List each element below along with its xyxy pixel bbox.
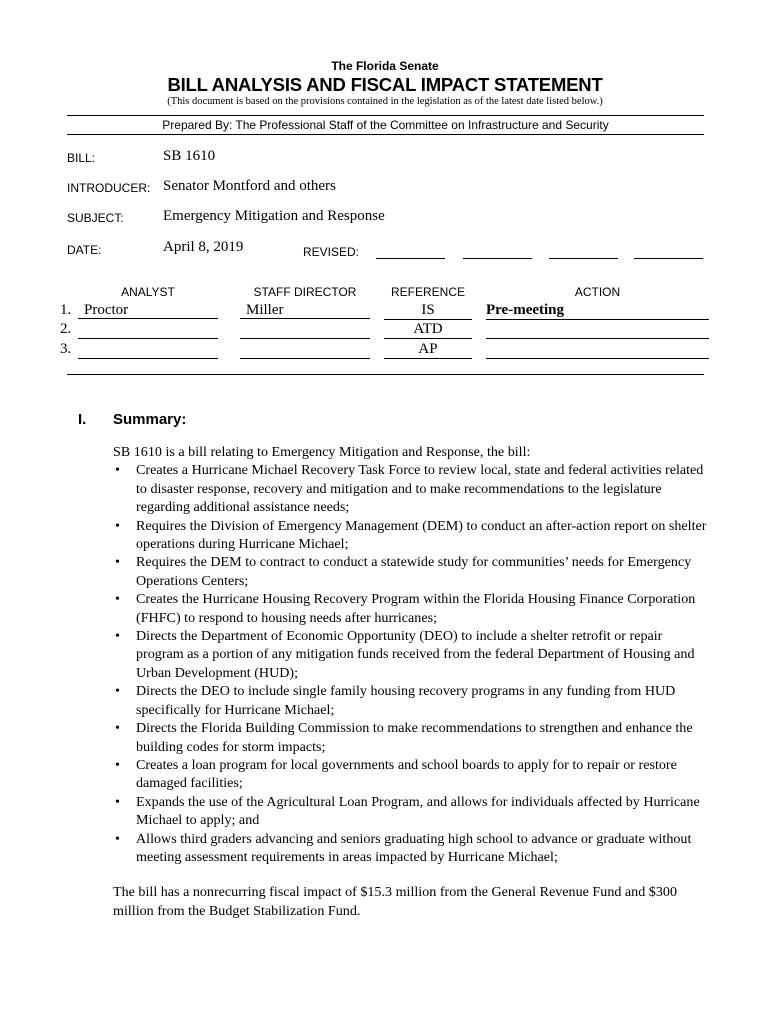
col-action: ACTION	[574, 285, 621, 299]
bullet-icon: •	[115, 756, 120, 773]
reference-cell: IS	[384, 302, 472, 320]
director-cell	[240, 341, 370, 359]
row-number: 1.	[60, 302, 72, 318]
summary-bullet	[113, 682, 713, 719]
summary-bullet-text: Requires the Division of Emergency Management (DEM) to conduct an after-action report on shelter operations during Hurricane Michael;	[136, 517, 707, 553]
director-cell	[240, 321, 370, 339]
bullet-icon: •	[115, 517, 120, 534]
summary-bullet	[113, 793, 713, 830]
summary-bullet	[113, 627, 713, 682]
divider-table	[67, 374, 704, 375]
summary-bullet	[113, 830, 713, 867]
bill-label: BILL:	[67, 151, 96, 165]
bullet-icon: •	[115, 683, 120, 700]
section-heading: Summary:	[113, 411, 187, 428]
section-numeral: I.	[78, 411, 87, 428]
director-cell: Miller	[240, 302, 370, 319]
senate-heading: The Florida Senate	[331, 59, 439, 73]
revised-blank-3	[549, 258, 618, 259]
analyst-cell	[78, 341, 218, 359]
action-cell: Pre-meeting	[486, 302, 709, 320]
subject-value: Emergency Mitigation and Response	[163, 208, 385, 224]
bullet-icon: •	[115, 720, 120, 737]
bullet-icon: •	[115, 591, 120, 608]
revised-blank-1	[376, 258, 445, 259]
summary-bullet-text: Directs the Florida Building Commission to make recommendations to strengthen and enhance the building codes for storm impacts;	[136, 720, 693, 755]
bullet-icon: •	[115, 462, 120, 479]
col-analyst: ANALYST	[121, 285, 175, 299]
bullet-icon: •	[115, 554, 120, 571]
document-title: BILL ANALYSIS AND FISCAL IMPACT STATEMENT	[167, 74, 603, 95]
divider-top	[67, 115, 704, 116]
introducer-label: INTRODUCER:	[67, 181, 151, 195]
action-cell	[486, 321, 709, 339]
date-value: April 8, 2019	[163, 239, 244, 255]
col-reference: REFERENCE	[390, 285, 465, 299]
revised-blank-2	[463, 258, 532, 259]
bullet-icon: •	[115, 793, 120, 810]
summary-bullet	[113, 553, 713, 590]
summary-bullet-text: Expands the use of the Agricultural Loan Program, and allows for individuals affected by Hurricane Michael to apply; and	[136, 793, 700, 829]
bill-number: SB 1610	[163, 148, 216, 164]
summary-bullet-text: Creates a loan program for local governments and school boards to apply for to repair or restore damaged facilities;	[136, 756, 677, 792]
reference-cell: ATD	[384, 321, 472, 339]
summary-bullet	[113, 590, 713, 627]
subject-label: SUBJECT:	[67, 211, 124, 225]
prepared-by: Prepared By: The Professional Staff of the Committee on Infrastructure and Security	[162, 118, 609, 132]
summary-bullet-text: Directs the DEO to include single family housing recovery programs in any funding from HUD specifically for Hurricane Michael;	[136, 683, 676, 718]
action-cell	[486, 341, 709, 359]
bullet-icon: •	[115, 830, 120, 847]
row-number: 3.	[60, 341, 72, 357]
col-staff-director: STAFF DIRECTOR	[253, 285, 357, 299]
reference-cell: AP	[384, 341, 472, 359]
fiscal-impact-paragraph: The bill has a nonrecurring fiscal impact of $15.3 million from the General Revenue Fund and $300 million from the Budget Stabilization Fund.	[113, 884, 677, 919]
row-number: 2.	[60, 321, 72, 337]
summary-bullet	[113, 756, 713, 793]
analyst-cell	[78, 321, 218, 339]
summary-bullet	[113, 719, 713, 756]
summary-intro: SB 1610 is a bill relating to Emergency Mitigation and Response, the bill:	[113, 444, 531, 460]
revised-blank-4	[634, 258, 703, 259]
bullet-icon: •	[115, 628, 120, 645]
summary-bullet-text: Creates the Hurricane Housing Recovery Program within the Florida Housing Finance Corporation (FHFC) to respond to housing needs after hurricanes;	[136, 591, 696, 626]
revised-label: REVISED:	[303, 245, 360, 259]
summary-bullet-text: Creates a Hurricane Michael Recovery Task Force to review local, state and federal activities related to disaster response, recovery and mitigation and to make recommendations to the legislature regarding additional assistance needs;	[136, 462, 704, 516]
introducer-value: Senator Montford and others	[163, 178, 336, 194]
summary-bullet	[113, 517, 713, 554]
divider-prepared	[67, 134, 704, 135]
summary-bullet-text: Allows third graders advancing and seniors graduating high school to advance or graduate without meeting assessment requirements in areas impacted by Hurricane Michael;	[136, 830, 692, 865]
summary-bullet	[113, 461, 713, 516]
summary-body	[113, 443, 713, 920]
summary-bullet-text: Requires the DEM to contract to conduct a statewide study for communities’ needs for Emergency Operations Centers;	[136, 554, 692, 589]
date-label: DATE:	[67, 243, 102, 257]
summary-bullet-text: Directs the Department of Economic Opportunity (DEO) to include a shelter retrofit or repair program as a portion of any mitigation funds received from the federal Department of Housing and Urban Development (HUD);	[136, 628, 695, 681]
document-subtitle: (This document is based on the provisions contained in the legislation as of the latest date listed below.)	[167, 96, 603, 107]
analyst-cell: Proctor	[78, 302, 218, 319]
summary-bullet-list	[113, 461, 713, 866]
